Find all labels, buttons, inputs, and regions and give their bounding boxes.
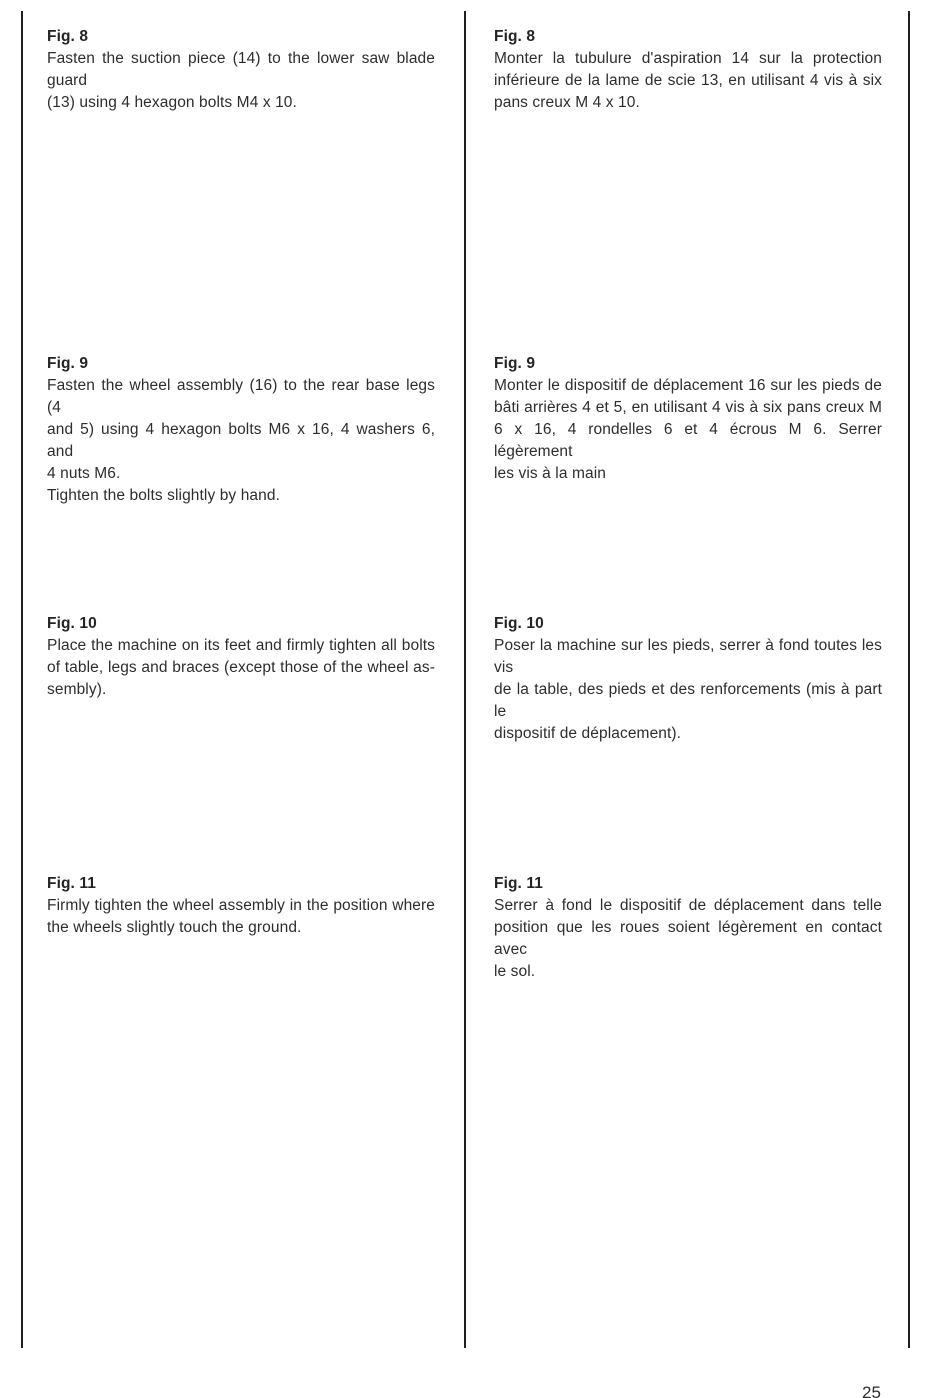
body-line: le sol. <box>494 963 536 980</box>
body-line: sembly). <box>47 681 107 698</box>
body-line: dispositif de déplacement). <box>494 725 682 742</box>
figure-heading: Fig. 11 <box>494 875 543 892</box>
body-line: les vis à la main <box>494 465 606 482</box>
body-line: Fasten the wheel assembly (16) to the rear base legs (4 <box>47 377 435 416</box>
figure-heading: Fig. 10 <box>494 615 544 632</box>
figure-heading: Fig. 8 <box>47 28 89 45</box>
figure-heading: Fig. 10 <box>47 615 97 632</box>
column-divider-rule <box>464 11 466 1348</box>
body-line: 4 nuts M6. <box>47 465 121 482</box>
column-english <box>47 0 435 1398</box>
figure-heading: Fig. 8 <box>494 28 536 45</box>
body-line: position que les roues soient légèrement en contact avec <box>494 919 882 958</box>
body-line: inférieure de la lame de scie 13, en utilisant 4 vis à six <box>494 72 882 89</box>
body-line: Firmly tighten the wheel assembly in the position where <box>47 897 435 914</box>
body-line: de la table, des pieds et des renforcements (mis à part le <box>494 681 882 720</box>
section-fig-9-english <box>47 353 435 507</box>
body-line: Monter le dispositif de déplacement 16 sur les pieds de <box>494 377 882 394</box>
body-line: the wheels slightly touch the ground. <box>47 919 302 936</box>
figure-heading: Fig. 9 <box>494 355 536 372</box>
body-line: Place the machine on its feet and firmly tighten all bolts <box>47 637 435 654</box>
page-number: 25 <box>862 1383 881 1398</box>
figure-heading: Fig. 11 <box>47 875 96 892</box>
section-fig-10-english <box>47 613 435 701</box>
body-line: of table, legs and braces (except those of the wheel as- <box>47 659 435 676</box>
section-fig-8-french <box>494 26 882 114</box>
body-line: pans creux M 4 x 10. <box>494 94 640 111</box>
body-line: and 5) using 4 hexagon bolts M6 x 16, 4 washers 6, and <box>47 421 435 460</box>
column-french <box>494 0 882 1398</box>
page-rule-left <box>21 11 23 1348</box>
body-line: Tighten the bolts slightly by hand. <box>47 487 280 504</box>
body-line: Poser la machine sur les pieds, serrer à fond toutes les vis <box>494 637 882 676</box>
page-rule-right <box>908 11 910 1348</box>
section-fig-11-french <box>494 873 882 983</box>
body-line: Fasten the suction piece (14) to the lower saw blade guard <box>47 50 435 89</box>
section-fig-10-french <box>494 613 882 745</box>
section-fig-11-english <box>47 873 435 939</box>
section-fig-9-french <box>494 353 882 485</box>
body-line: Serrer à fond le dispositif de déplacement dans telle <box>494 897 882 914</box>
body-line: bâti arrières 4 et 5, en utilisant 4 vis à six pans creux M <box>494 399 882 416</box>
figure-heading: Fig. 9 <box>47 355 89 372</box>
body-line: (13) using 4 hexagon bolts M4 x 10. <box>47 94 297 111</box>
section-fig-8-english <box>47 26 435 114</box>
body-line: 6 x 16, 4 rondelles 6 et 4 écrous M 6. Serrer légèrement <box>494 421 882 460</box>
body-line: Monter la tubulure d'aspiration 14 sur la protection <box>494 50 882 67</box>
